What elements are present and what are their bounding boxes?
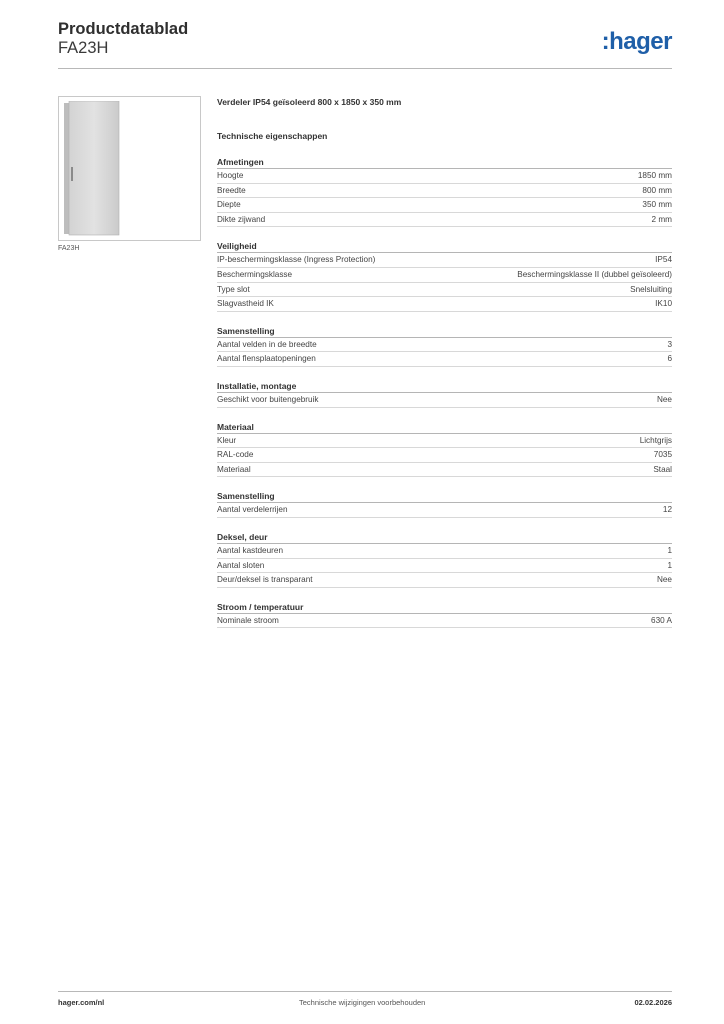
header-divider — [58, 68, 672, 69]
property-row — [217, 393, 672, 408]
property-row — [217, 213, 672, 228]
product-code: FA23H — [58, 39, 109, 57]
property-row — [217, 169, 672, 184]
property-row — [217, 614, 672, 629]
property-value: 3 — [667, 339, 672, 349]
property-label: RAL-code — [217, 450, 254, 460]
property-row — [217, 297, 672, 312]
property-row — [217, 503, 672, 518]
property-row — [217, 184, 672, 199]
property-value: 7035 — [653, 450, 672, 460]
property-row — [217, 253, 672, 268]
property-value: 630 A — [651, 615, 672, 625]
property-label: Nominale stroom — [217, 615, 279, 625]
property-row — [217, 544, 672, 559]
property-row — [217, 352, 672, 367]
property-label: Aantal flensplaatopeningen — [217, 354, 316, 364]
property-value: 6 — [667, 354, 672, 364]
footer-divider — [58, 991, 672, 992]
property-label: Hoogte — [217, 171, 244, 180]
property-row — [217, 559, 672, 574]
property-label: Kleur — [217, 435, 237, 445]
property-row — [217, 338, 672, 353]
property-label: Geschikt voor buitengebruik — [217, 394, 319, 404]
product-details — [217, 96, 672, 628]
property-label: IP-beschermingsklasse (Ingress Protection) — [217, 255, 376, 265]
property-label: Aantal sloten — [217, 560, 265, 570]
properties-heading: Technische eigenschappen — [217, 131, 328, 141]
property-label: Aantal kastdeuren — [217, 545, 283, 555]
property-value: IK10 — [655, 299, 672, 309]
properties-sections — [217, 155, 672, 628]
property-value: IP54 — [655, 255, 672, 265]
property-label: Type slot — [217, 284, 250, 294]
property-label: Materiaal — [217, 464, 251, 474]
property-value: Nee — [656, 575, 672, 585]
property-value: Staal — [653, 464, 672, 474]
document-title: Productdatablad — [58, 20, 189, 38]
property-value: Lichtgrijs — [639, 435, 672, 445]
property-value: 12 — [662, 505, 672, 515]
property-value: Beschermingsklasse II (dubbel geïsoleerd) — [517, 269, 672, 279]
property-label: Aantal velden in de breedte — [217, 339, 317, 349]
product-name: Verdeler IP54 geïsoleerd 800 x 1850 x 350 mm — [217, 97, 402, 107]
property-value: 350 mm — [642, 200, 672, 210]
property-value: 1 — [667, 560, 672, 570]
section-title: Stroom / temperatuur — [217, 600, 672, 614]
hager-logo: :hager — [601, 28, 672, 55]
property-value: 800 mm — [642, 185, 672, 195]
section-title: Samenstelling — [217, 324, 672, 338]
property-value: Nee — [656, 394, 672, 404]
property-label: Slagvastheid IK — [217, 299, 274, 309]
section-title: Materiaal — [217, 420, 672, 434]
property-row — [217, 463, 672, 478]
property-row — [217, 268, 672, 283]
property-row — [217, 434, 672, 449]
section-title: Deksel, deur — [217, 530, 672, 544]
footer-disclaimer: Technische wijzigingen voorbehouden — [299, 998, 426, 1007]
section-title: Veiligheid — [217, 239, 672, 253]
section-title: Installatie, montage — [217, 379, 672, 393]
property-row — [217, 448, 672, 463]
footer-date: 02.02.2026 — [634, 998, 672, 1007]
cabinet-illustration — [64, 101, 120, 236]
property-value: Snelsluiting — [630, 284, 672, 294]
property-label: Beschermingsklasse — [217, 269, 293, 279]
section-title: Samenstelling — [217, 489, 672, 503]
footer-website: hager.com/nl — [58, 998, 105, 1007]
property-row — [217, 283, 672, 298]
property-label: Aantal verdelerrijen — [217, 505, 288, 515]
property-label: Dikte zijwand — [217, 214, 266, 224]
section-title: Afmetingen — [217, 155, 672, 169]
property-value: 2 mm — [651, 214, 672, 224]
property-label: Deur/deksel is transparant — [217, 575, 313, 585]
property-value: 1 — [667, 545, 672, 555]
image-caption: FA23H — [58, 245, 80, 252]
property-label: Breedte — [217, 185, 246, 195]
property-label: Diepte — [217, 200, 241, 210]
property-row — [217, 198, 672, 213]
property-value: 1850 mm — [637, 171, 672, 180]
property-row — [217, 573, 672, 588]
product-image — [58, 96, 201, 241]
page-header — [58, 20, 672, 70]
